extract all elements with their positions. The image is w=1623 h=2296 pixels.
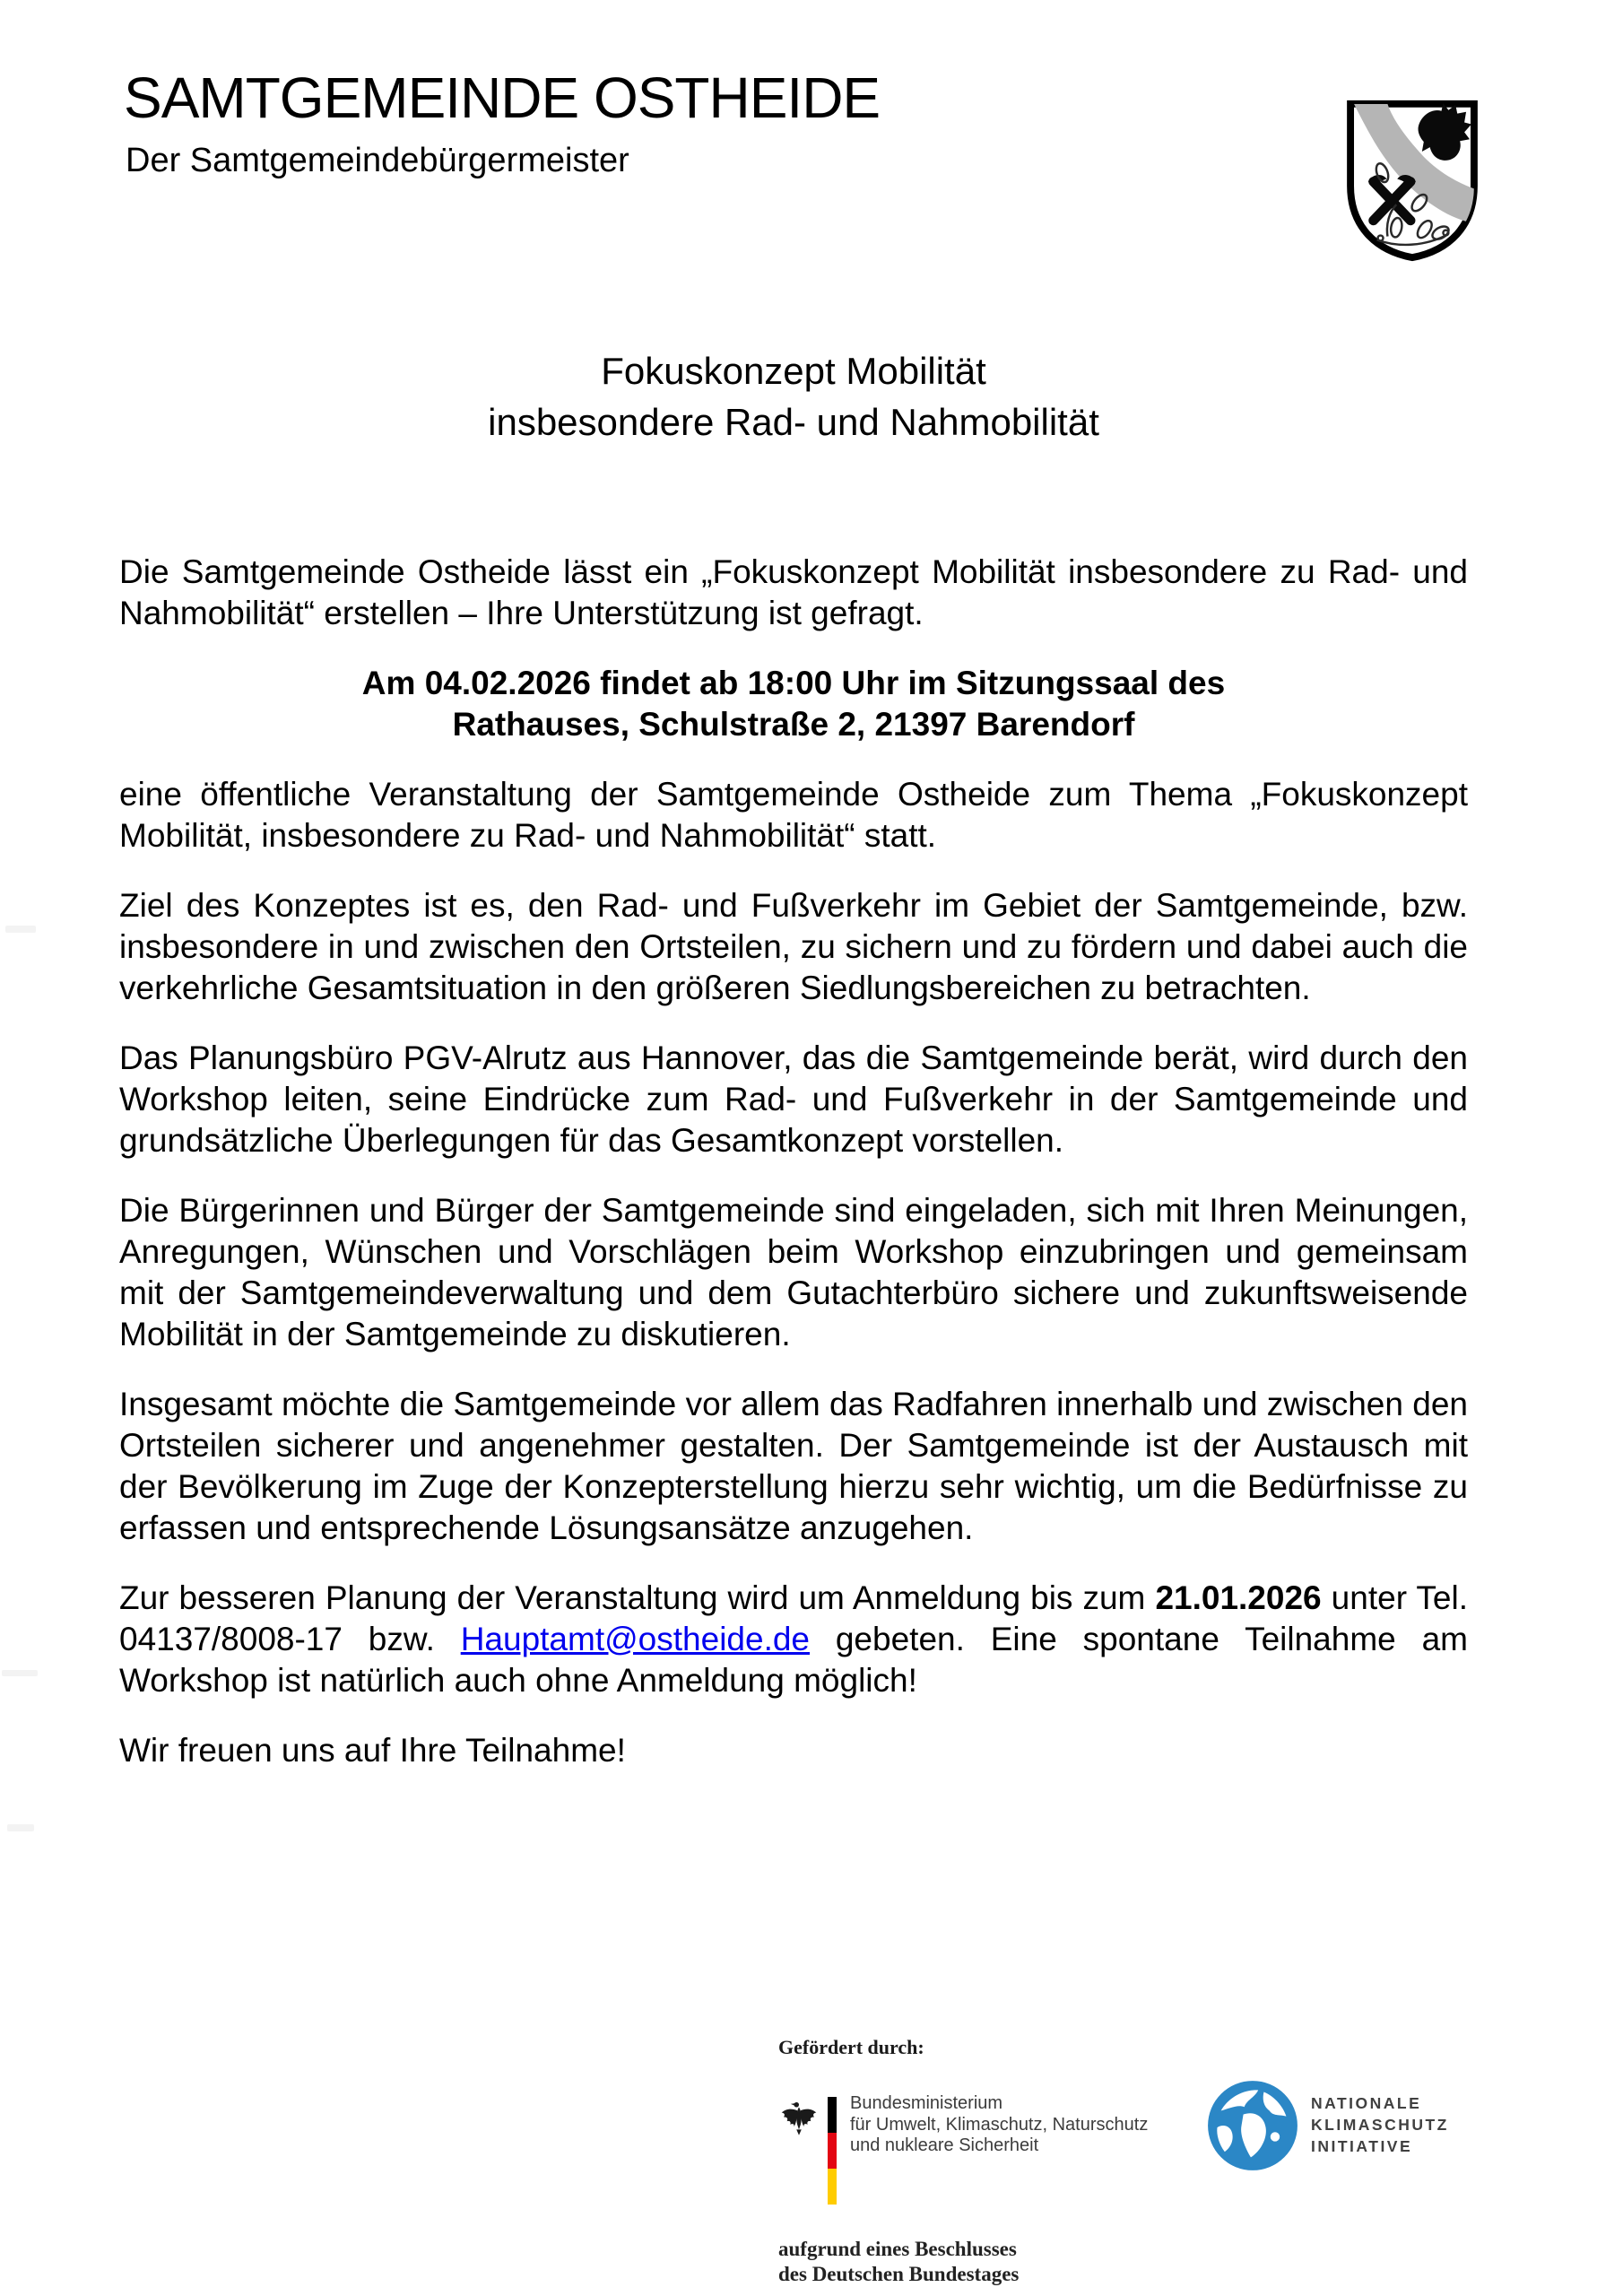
email-link[interactable]: Hauptamt@ostheide.de [460,1621,810,1657]
sender-name: SAMTGEMEINDE OSTHEIDE [124,65,881,130]
flag-red-segment [828,2133,837,2169]
nki-line2: KLIMASCHUTZ [1311,2116,1449,2134]
scan-artifact [5,926,36,933]
globe-icon [1206,2079,1299,2172]
sender-role: Der Samtgemeindebürgermeister [126,142,629,179]
flag-gold-segment [828,2169,837,2205]
document-title-line1: Fokuskonzept Mobilität [601,350,986,392]
paragraph-closing: Wir freuen uns auf Ihre Teilnahme! [119,1732,626,1769]
nki-logo [1206,2077,1529,2176]
ministry-name [850,2093,1148,2157]
decree-line2: des Deutschen Bundestages [778,2263,1020,2285]
decree-line1: aufgrund eines Beschlusses [778,2238,1017,2260]
paragraph-registration [119,1578,1468,1701]
paragraph-intro: Die Samtgemeinde Ostheide lässt ein „Fokuskonzept Mobilität insbesondere zu Rad- und Nahmobilität“ erstellen – Ihre Unterstützung ist gefragt. [119,553,1468,631]
registration-text-after-date: unter Tel. 04137/8008-17 bzw. [119,1579,1468,1657]
federal-eagle-icon [778,2097,820,2138]
document-title-line2: insbesondere Rad- und Nahmobilität [488,401,1099,443]
event-announcement [119,663,1468,745]
bundestag-decree-note [778,2237,1019,2287]
ministry-name-line3: und nukleare Sicherheit [850,2135,1039,2155]
letter-body [119,552,1468,1771]
paragraph-citizens: Die Bürgerinnen und Bürger der Samtgemeinde sind eingeladen, sich mit Ihren Meinungen, Anregungen, Wünschen und Vorschlägen beim Workshop einzubringen und gemeinsam mit der Samtgemeindeverwaltung und dem Gutachterbüro sichere und zukunftsweisende Mobilität in der Samtgemeinde zu diskutieren. [119,1192,1468,1352]
nki-line1: NATIONALE [1311,2094,1422,2112]
ministry-name-line2: für Umwelt, Klimaschutz, Naturschutz [850,2114,1149,2135]
funded-by-label: Gefördert durch: [778,2036,924,2058]
event-line1: Am 04.02.2026 findet ab 18:00 Uhr im Sitzungssaal des [361,665,1226,701]
paragraph-event-follow: eine öffentliche Veranstaltung der Samtgemeinde Ostheide zum Thema „Fokuskonzept Mobilität, insbesondere zu Rad- und Nahmobilität“ statt. [119,776,1468,854]
event-line2: Rathauses, Schulstraße 2, 21397 Barendorf [452,706,1135,743]
nki-wordmark [1311,2092,1449,2157]
registration-deadline-date: 21.01.2026 [1155,1579,1322,1616]
flag-black-segment [828,2097,837,2133]
scan-artifact [7,1824,34,1831]
nki-line3: INITIATIVE [1311,2137,1413,2155]
paragraph-overall: Insgesamt möchte die Samtgemeinde vor allem das Radfahren innerhalb und zwischen den Ortsteilen sicherer und angenehmer gestalten. Der Samtgemeinde ist der Austausch mit der Bevölkerung im Zuge der Konzepterstellung hierzu sehr wichtig, um die Bedürfnisse zu erfassen und entsprechende Lösungsansätze anzugehen. [119,1386,1468,1546]
scan-artifact [2,1670,38,1676]
document-title [119,345,1468,448]
ostheide-coat-of-arms-icon [1341,95,1483,267]
registration-text-before-date: Zur besseren Planung der Veranstaltung wird um Anmeldung bis zum [119,1579,1156,1616]
paragraph-goal: Ziel des Konzeptes ist es, den Rad- und Fußverkehr im Gebiet der Samtgemeinde, bzw. insbesondere in und zwischen den Ortsteilen, zu sichern und zu fördern und dabei auch die verkehrliche Gesamtsituation in den größeren Siedlungsbereichen zu betrachten. [119,887,1468,1006]
ministry-name-line1: Bundesministerium [850,2093,1003,2113]
ministry-logo [778,2093,1155,2210]
german-flag-bar [828,2097,837,2205]
registration-text-after-email: gebeten. Eine spontane Teilnahme am Workshop ist natürlich auch ohne Anmeldung möglich! [119,1621,1468,1699]
paragraph-consultant: Das Planungsbüro PGV-Alrutz aus Hannover, das die Samtgemeinde berät, wird durch den Workshop leiten, seine Eindrücke zum Rad- und Fußverkehr in der Samtgemeinde und grundsätzliche Überlegungen für das Gesamtkonzept vorstellen. [119,1039,1468,1159]
